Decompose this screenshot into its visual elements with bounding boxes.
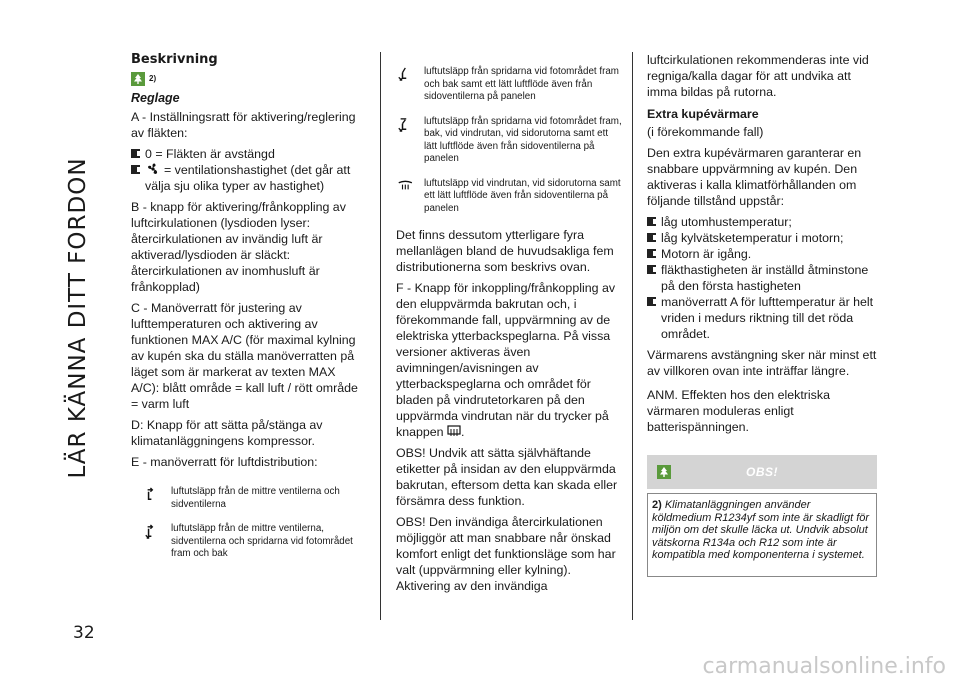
paragraph: Den extra kupévärmaren garanterar en snabbare uppvärmning av kupén. Den aktiveras i kalla klimatförhållanden om följande tillstånd uppstår: <box>647 146 862 208</box>
note-number: 2) <box>652 499 662 511</box>
paragraph: (i förekommande fall) <box>647 125 764 139</box>
warning-box-header <box>647 455 877 489</box>
list-item-text: fläkthastigheten är inställd åtminstone på den första hastigheten <box>661 263 869 293</box>
list-item-text: Motorn är igång. <box>661 247 752 261</box>
windscreen-defrost-icon <box>396 178 424 194</box>
airflow-face-icon <box>143 486 171 502</box>
list-item <box>131 162 365 194</box>
list-item <box>647 246 877 262</box>
environment-tree-icon <box>131 72 145 86</box>
airflow-feet-windscreen-icon <box>396 116 424 132</box>
list-item <box>131 146 365 162</box>
list-item <box>647 230 877 246</box>
warning-text: Klimatanläggningen använder köldmedium R1234yf som inte är skadligt för miljön om det skulle läcka ut. Undvik absolut vätskorna R134a och R12 som inte är kompatibla med komponenterna i systemet. <box>652 499 870 561</box>
distribution-text: luftutsläpp vid vindrutan, vid sidorutorna samt ett lätt luftflöde även från sidoventilerna på panelen <box>424 177 621 214</box>
list-item-text: låg utomhustemperatur; <box>661 215 792 229</box>
column-2 <box>396 52 622 599</box>
paragraph: OBS! Undvik att sätta självhäftande etiketter på insidan av den eluppvärmda bakrutan, eftersom detta kan skada eller försämra dess funktion. <box>396 446 618 508</box>
chapter-title: LÄR KÄNNA DITT FORDON <box>65 157 91 479</box>
warning-body <box>647 493 877 577</box>
column-1 <box>131 52 365 561</box>
column-divider <box>380 52 381 620</box>
list-item-content <box>145 162 365 194</box>
paragraph-end: . <box>461 425 465 439</box>
note-reference <box>131 71 365 87</box>
paragraph: OBS! Den invändiga återcirkulationen möjliggör att man snabbare når önskad komfort enligt det funktionsläge som har valt (uppvärmning eller kylning). Aktivering av den invändiga <box>396 515 616 593</box>
watermark: carmanualsonline.info <box>702 654 946 679</box>
distribution-text: luftutsläpp från de mittre ventilerna, sidventilerna och spridarna vid fotområdet fram och bak <box>171 523 353 559</box>
bullet-icon <box>647 297 656 306</box>
distribution-item <box>396 66 622 104</box>
environment-tree-icon <box>657 465 671 479</box>
list-item <box>647 294 877 342</box>
column-3 <box>647 52 877 577</box>
distribution-item <box>396 116 622 166</box>
note-number: 2) <box>149 74 157 83</box>
list-item <box>647 214 877 230</box>
column-divider <box>632 52 633 620</box>
list-item-text: 0 = Fläkten är avstängd <box>145 147 275 161</box>
distribution-text: luftutsläpp från spridarna vid fotområdet fram, bak, vid vindrutan, vid sidorutorna samt ett lätt luftflöde även från sidoventilerna på panelen <box>424 115 622 164</box>
paragraph: Värmarens avstängning sker när minst ett av villkoren ovan inte inträffar längre. <box>647 348 877 378</box>
warning-box <box>647 455 877 577</box>
paragraph-text: F - Knapp för inkoppling/frånkoppling av den eluppvärmda bakrutan och, i förekommande fall, uppvärmning av de elektriska ytterbackspeglarna. På vissa versioner aktiveras även avimningen/avisningen av ytterbackspeglarna och området för bladen på vindrutetorkaren på den uppvärmda vindrutan när du trycker på knappen <box>396 281 616 439</box>
distribution-text: luftutsläpp från de mittre ventilerna och sidventilerna <box>171 486 340 510</box>
paragraph: luftcirkulationen rekommenderas inte vid regniga/kalla dagar för att undvika att imma bildas på rutorna. <box>647 53 869 99</box>
section-heading: Extra kupévärmare <box>647 107 759 121</box>
paragraph-c: C - Manöverratt för justering av lufttemperaturen och aktivering av funktionen MAX A/C (för maximal kylning av kupén ska du ställa manöverratten på läget som är markerat av texten MAX A/C): blått område = kall luft / rött område = varm luft <box>131 301 358 411</box>
rear-defrost-icon <box>447 425 461 437</box>
paragraph: ANM. Effekten hos den elektriska värmaren moduleras enligt batterispänningen. <box>647 388 830 434</box>
bullet-icon <box>131 149 140 158</box>
section-heading: Beskrivning <box>131 52 218 67</box>
bullet-icon <box>647 249 656 258</box>
paragraph-d: D: Knapp för att sätta på/stänga av klimatanläggningens kompressor. <box>131 418 323 448</box>
distribution-item <box>396 178 622 216</box>
bullet-icon <box>647 217 656 226</box>
distribution-text: luftutsläpp från spridarna vid fotområdet fram och bak samt ett lätt luftflöde även från sidoventilerna på panelen <box>424 66 619 102</box>
list-item-text: manöverratt A för lufttemperatur är helt vriden i medurs riktning till det röda området. <box>661 295 874 341</box>
bullet-icon <box>647 233 656 242</box>
warning-title: OBS! <box>746 465 778 479</box>
distribution-list <box>131 486 365 561</box>
airflow-face-feet-icon <box>143 523 171 539</box>
airflow-feet-icon <box>396 66 424 82</box>
paragraph: Det finns dessutom ytterligare fyra mellanlägen bland de huvudsakliga fem distributionerna som beskrivs ovan. <box>396 228 614 274</box>
bullet-icon <box>647 265 656 274</box>
paragraph-a: A - Inställningsratt för aktivering/reglering av fläkten: <box>131 110 356 140</box>
paragraph-b: B - knapp för aktivering/frånkoppling av luftcirkulationen (lysdioden lyser: återcirkulationen av invändig luft är aktiverad/lysdioden är släckt: återcirkulationen av inomhusluft är frånkopplad) <box>131 200 346 294</box>
bullet-icon <box>131 165 140 174</box>
paragraph <box>396 280 622 440</box>
list-item-text: låg kylvätsketemperatur i motorn; <box>661 231 844 245</box>
distribution-item <box>143 486 365 511</box>
subheading: Reglage <box>131 91 180 105</box>
page-number: 32 <box>73 623 95 643</box>
list-item-text: = ventilationshastighet (det går att välja sju olika typer av hastighet) <box>145 163 351 193</box>
distribution-item <box>143 523 365 561</box>
fan-icon <box>145 162 161 176</box>
paragraph-e: E - manöverratt för luftdistribution: <box>131 455 318 469</box>
list-item <box>647 262 877 294</box>
